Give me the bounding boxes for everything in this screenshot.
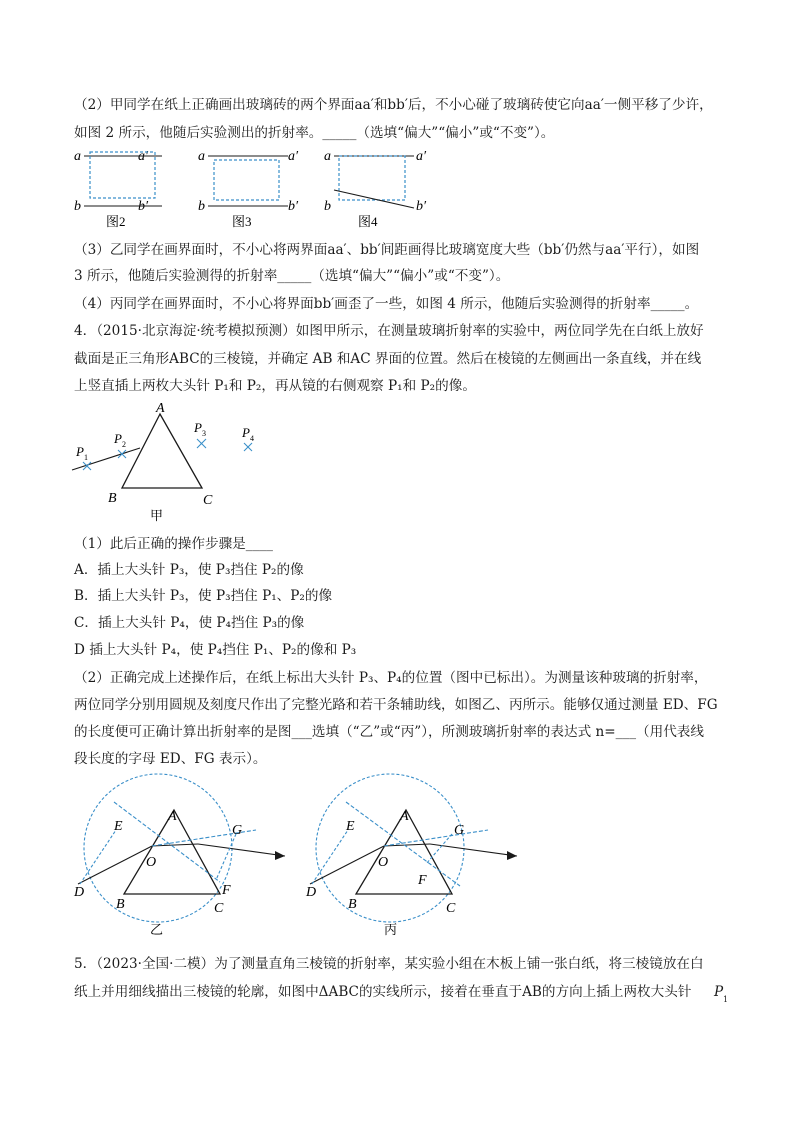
caption-fig4: 图4 (358, 214, 378, 229)
label-O: O (146, 855, 157, 870)
label-P3-sub: 3 (202, 429, 206, 438)
caption-yi: 乙 (150, 922, 164, 937)
label-a: a (198, 149, 205, 164)
aux-line-ed (80, 830, 116, 884)
q3-part2-line1: （2）甲同学在纸上正确画出玻璃砖的两个界面aa′和bb′后，不小心碰了玻璃砖使它向aa′一侧平移了少许， (74, 97, 713, 113)
emergent-ray (430, 844, 517, 856)
caption-fig3: 图3 (232, 214, 252, 229)
extension-line (384, 830, 488, 846)
glass-outline (214, 160, 279, 200)
q5-line2: 纸上并用细线描出三棱镜的轮廓，如图中ΔABC的实线所示，接着在垂直于AB的方向上插上两枚大头针 (74, 984, 692, 1000)
label-B: B (348, 897, 357, 912)
label-a: a (324, 149, 331, 164)
label-D: D (306, 885, 317, 900)
label-P3: P (194, 420, 202, 435)
label-P2: P (114, 431, 122, 446)
label-P2-sub: 2 (122, 440, 126, 449)
label-b: b (324, 199, 331, 214)
label-b-prime: b′ (138, 199, 149, 214)
label-P4-sub: 4 (250, 434, 254, 443)
q4-sub2-line2: 两位同学分别用圆规及刻度尺作出了完整光路和若干条辅助线，如图乙、丙所示。能够仅通过测量 ED、FG (74, 697, 718, 713)
q5-tail-sub: 1 (723, 995, 729, 1004)
label-G: G (454, 823, 465, 838)
q4-option-b[interactable]: B．插上大头针 P₃，使 P₃挡住 P₁、P₂的像 (74, 588, 333, 604)
q4-line3: 上竖直插上两枚大头针 P₁和 P₂，再从镜的右侧观察 P₁和 P₂的像。 (74, 378, 476, 394)
label-b: b (198, 199, 205, 214)
caption-jia: 甲 (150, 508, 164, 523)
q5-line1: 5．（2023·全国·二模）为了测量直角三棱镜的折射率，某实验小组在木板上铺一张白纸，将三棱镜放在白 (74, 956, 704, 972)
label-a-prime: a′ (138, 149, 149, 164)
normal-line (114, 802, 220, 882)
label-B: B (116, 897, 125, 912)
label-C: C (203, 493, 213, 508)
q4-line2: 截面是正三角形ABC的三棱镜，并确定 AB 和AC 界面的位置。然后在棱镜的左侧画出一条直线，并在线 (74, 351, 702, 367)
figures-2-3-4 (66, 146, 436, 234)
label-B: B (108, 491, 117, 506)
figure-bing (302, 772, 532, 952)
q4-option-a[interactable]: A．插上大头针 P₃，使 P₃挡住 P₂的像 (74, 562, 304, 578)
label-P1: P (76, 444, 84, 459)
q4-sub2-line4: 段长度的字母 ED、FG 表示）。 (74, 751, 267, 767)
label-b-prime: b′ (288, 199, 299, 214)
aux-line-ed (312, 830, 348, 884)
q4-sub1: （1）此后正确的操作步骤是____ (74, 536, 273, 552)
emergent-ray (198, 844, 285, 856)
q4-option-d[interactable]: D 插上大头针 P₄，使 P₄挡住 P₁、P₂的像和 P₃ (74, 642, 357, 658)
aux-line-fg (216, 834, 236, 880)
q3-part2-line2: 如图 2 所示，他随后实验测出的折射率。_____（选填“偏大”“偏小”或“不变”）。 (74, 125, 555, 141)
construction-circle (316, 774, 464, 922)
q4-sub2-line1: （2）正确完成上述操作后，在纸上标出大头针 P₃、P₄的位置（图中已标出）。为测量该种玻璃的折射率， (74, 670, 708, 686)
label-a: a (74, 149, 81, 164)
figure-yi (70, 772, 300, 952)
label-F: F (222, 883, 231, 898)
pin-p2-mark (118, 450, 126, 458)
label-C: C (214, 901, 224, 916)
q4-option-c[interactable]: C．插上大头针 P₄，使 P₄挡住 P₃的像 (74, 615, 305, 631)
label-D: D (74, 885, 85, 900)
label-A: A (400, 809, 409, 824)
construction-circle (84, 774, 232, 922)
caption-fig2: 图2 (106, 214, 126, 229)
label-P1-sub: 1 (84, 453, 88, 462)
q4-sub2-line3: 的长度便可正确计算出折射率的是图___选填（“乙”或“丙”），所测玻璃折射率的表达式 n=___（用代表线 (74, 724, 704, 740)
label-b-prime: b′ (416, 199, 427, 214)
q3-part3-line2: 3 所示，他随后实验测得的折射率_____（选填“偏大”“偏小”或“不变”）。 (74, 268, 510, 284)
prism-triangle (122, 414, 202, 488)
arrow-head (507, 851, 517, 860)
figure-2 (74, 149, 162, 229)
label-C: C (446, 901, 456, 916)
q4-line1: 4．（2015·北京海淀·统考模拟预测）如图甲所示，在测量玻璃折射率的实验中，两位同学先在白纸上放好 (74, 323, 704, 339)
line-bb-prime-tilted (334, 190, 414, 208)
label-a-prime: a′ (416, 149, 427, 164)
label-A: A (168, 809, 177, 824)
label-O: O (378, 855, 389, 870)
label-E: E (346, 819, 355, 834)
label-b: b (74, 199, 81, 214)
aux-line-fg (426, 834, 452, 864)
label-G: G (232, 823, 243, 838)
label-A: A (156, 401, 165, 416)
label-E: E (114, 819, 123, 834)
label-P4: P (242, 425, 250, 440)
pin-p4-mark (244, 443, 252, 451)
figure-3 (198, 149, 299, 229)
pin-p3-mark (197, 439, 206, 448)
figure-4 (324, 149, 427, 229)
q3-part4-line1: （4）丙同学在画界面时，不小心将界面bb′画歪了一些，如图 4 所示，他随后实验测得的折射率_____。 (74, 296, 699, 312)
label-F: F (418, 873, 427, 888)
arrow-head (275, 851, 285, 860)
figure-jia (70, 400, 270, 524)
caption-bing: 丙 (384, 922, 398, 937)
q3-part3-line1: （3）乙同学在画界面时，不小心将两界面aa′、bb′间距画得比玻璃宽度大些（bb′仍然与aa′平行），如图 (74, 242, 700, 258)
q5-tail-P: P (714, 984, 724, 1000)
label-a-prime: a′ (288, 149, 299, 164)
